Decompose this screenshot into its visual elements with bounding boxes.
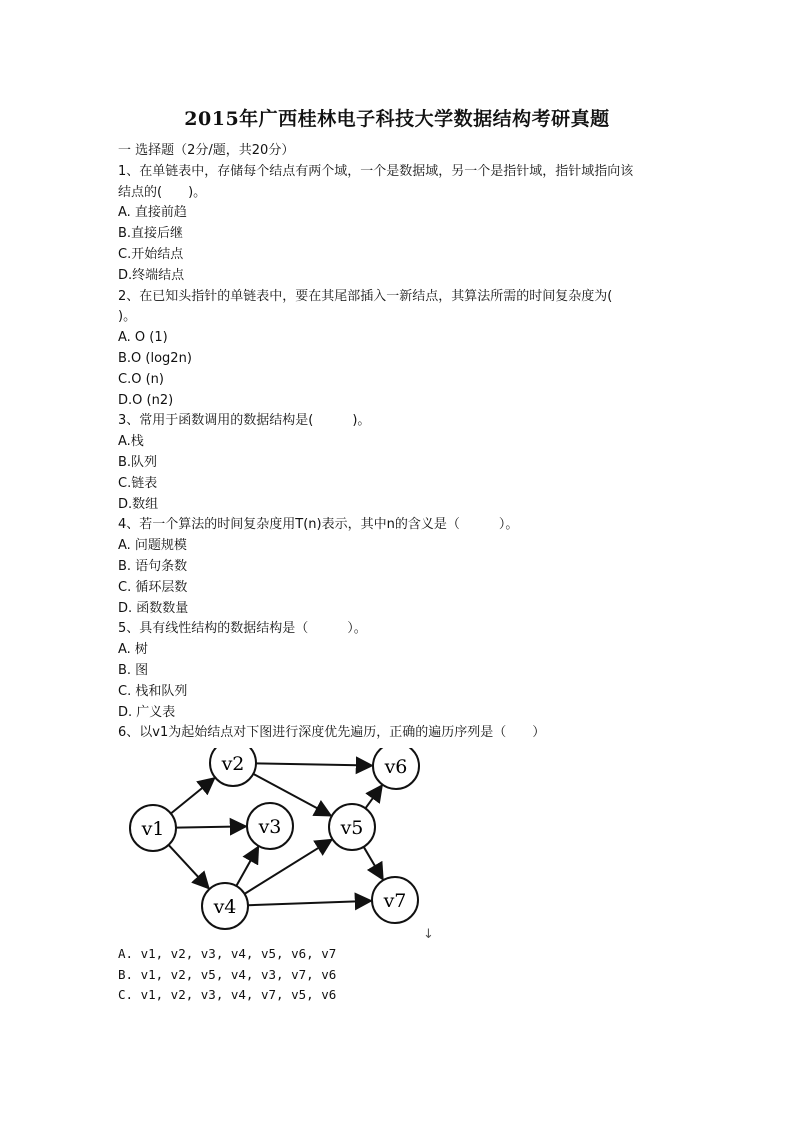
node-v4: [202, 883, 248, 929]
question-4-text: 4、若一个算法的时间复杂度用T(n)表示，其中n的含义是（ ）。: [118, 517, 519, 533]
node-label-v4: v4: [213, 896, 237, 919]
edge-v2-v6: [256, 764, 372, 766]
directed-graph: [126, 748, 446, 944]
question-3-text: 3、常用于函数调用的数据结构是( )。: [118, 413, 371, 429]
question-5-text: 5、具有线性结构的数据结构是（ ）。: [118, 621, 367, 637]
edge-v5-v7: [364, 847, 383, 880]
node-v3: [247, 803, 293, 849]
question-3-option-b: B.队列: [118, 454, 158, 470]
question-6-option-a: A. v1, v2, v3, v4, v5, v6, v7: [118, 946, 337, 962]
edge-v1-v4: [169, 845, 209, 888]
question-5-option-b: B. 图: [118, 662, 149, 678]
question-4-option-a: A. 问题规模: [118, 538, 187, 554]
node-v5: [329, 804, 375, 850]
question-1-option-b: B.直接后继: [118, 226, 184, 242]
node-label-v1: v1: [141, 818, 165, 841]
question-1-line-2: 结点的( )。: [118, 184, 207, 200]
edge-v4-v3: [236, 847, 258, 886]
section-heading: 一 选择题（2分/题，共20分）: [118, 143, 295, 158]
node-v1: [130, 805, 176, 851]
graph-nodes: [130, 748, 419, 929]
question-2-option-a: A. O (1): [118, 330, 168, 346]
node-v7: [372, 877, 418, 923]
question-6-option-b: B. v1, v2, v5, v4, v3, v7, v6: [118, 966, 337, 982]
node-label-v2: v2: [221, 753, 245, 776]
question-2-line-1: 2、在已知头指针的单链表中，要在其尾部插入一新结点，其算法所需的时间复杂度为(: [118, 288, 613, 304]
edge-v5-v6: [365, 786, 382, 809]
question-6-option-c: C. v1, v2, v3, v4, v7, v5, v6: [118, 987, 337, 1003]
node-label-v5: v5: [340, 817, 364, 840]
node-v6: [373, 748, 419, 789]
directed-graph-figure: [126, 748, 446, 944]
question-2-option-b: B.O (log2n): [118, 350, 192, 366]
question-4-option-b: B. 语句条数: [118, 558, 188, 574]
question-3-option-c: C.链表: [118, 475, 158, 491]
page-title: 2015年广西桂林电子科技大学数据结构考研真题: [184, 108, 610, 130]
question-2-option-d: D.O (n2): [118, 392, 174, 408]
question-3-option-d: D.数组: [118, 496, 159, 512]
question-4-option-c: C. 循环层数: [118, 579, 188, 595]
question-5-option-d: D. 广义表: [118, 704, 176, 720]
question-5-option-a: A. 树: [118, 642, 148, 658]
question-1-line-1: 1、在单链表中，存储每个结点有两个域，一个是数据域，另一个是指针域，指针域指向该: [118, 163, 634, 179]
question-6-text: 6、以v1为起始结点对下图进行深度优先遍历，正确的遍历序列是（ ）: [118, 725, 546, 741]
node-label-v7: v7: [383, 890, 407, 913]
paragraph-mark: ↓: [423, 927, 434, 943]
node-label-v6: v6: [384, 756, 408, 779]
edge-v1-v3: [176, 827, 246, 828]
question-2-line-2: )。: [118, 309, 137, 325]
question-5-option-c: C. 栈和队列: [118, 683, 188, 699]
edge-v1-v2: [171, 778, 215, 813]
question-3-option-a: A.栈: [118, 434, 144, 450]
question-1-option-a: A. 直接前趋: [118, 205, 187, 221]
question-1-option-c: C.开始结点: [118, 246, 184, 262]
exam-content: [118, 141, 688, 1006]
question-1-option-d: D.终端结点: [118, 267, 185, 283]
node-v2: [210, 748, 256, 786]
question-4-option-d: D. 函数数量: [118, 600, 189, 616]
node-label-v3: v3: [258, 816, 282, 839]
edge-v4-v7: [248, 901, 371, 905]
question-2-option-c: C.O (n): [118, 371, 164, 387]
